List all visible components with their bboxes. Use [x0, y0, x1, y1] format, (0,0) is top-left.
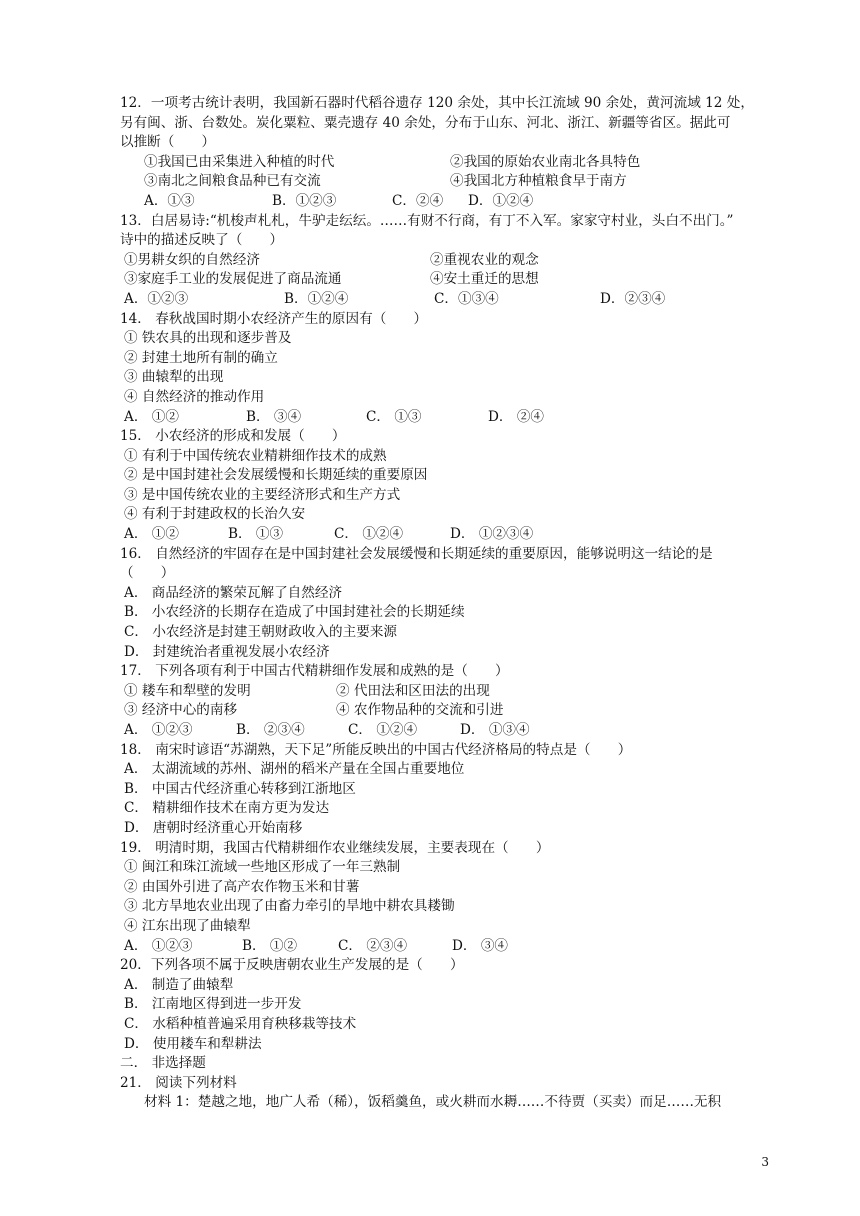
q13-stem-line-2: 诗中的描述反映了（ ） [120, 232, 284, 249]
q20-choice-d[interactable]: D． 使用耧车和犁耕法 [124, 1035, 262, 1052]
q15-option-1: ① 有利于中国传统农业精耕细作技术的成熟 [124, 447, 387, 464]
q12-choice-c[interactable]: C．②④ [392, 192, 444, 209]
q12-option-4: ④我国北方种植粮食早于南方 [450, 173, 627, 190]
q15-stem: 15． 小农经济的形成和发展（ ） [120, 428, 346, 445]
q20-choice-c[interactable]: C． 水稻种植普遍采用育秧移栽等技术 [124, 1015, 357, 1032]
q16-stem-line-2: （ ） [120, 565, 175, 582]
q17-option-1: ① 耧车和犁壁的发明 [124, 682, 251, 699]
q18-stem: 18． 南宋时谚语“苏湖熟，天下足”所能反映出的中国古代经济格局的特点是（ ） [120, 741, 632, 758]
q15-choice-b[interactable]: B． ①③ [228, 526, 284, 543]
q15-option-2: ② 是中国封建社会发展缓慢和长期延续的重要原因 [124, 467, 428, 484]
q19-stem: 19． 明清时期，我国古代精耕细作农业继续发展，主要表现在（ ） [120, 839, 550, 856]
q13-option-4: ④安土重迁的思想 [430, 271, 539, 288]
q21-material-1: 材料 1：楚越之地，地广人希（稀），饭稻羹鱼，或火耕而水耨……不待贾（买卖）而足……无积 [144, 1094, 722, 1111]
q17-option-2: ② 代田法和区田法的出现 [336, 682, 490, 699]
q13-choice-a[interactable]: A．①②③ [124, 290, 189, 307]
q13-options-row-2 [120, 270, 760, 290]
q15-choices [120, 525, 760, 545]
q12-option-2: ②我国的原始农业南北各具特色 [450, 153, 641, 170]
q17-options-row-1 [120, 682, 760, 702]
q15-choice-d[interactable]: D． ①②③④ [450, 526, 534, 543]
q18-choice-b-text: B． 中国古代经济重心转移到江浙地区 [124, 780, 356, 797]
q17-choice-c[interactable]: C． ①②④ [348, 722, 418, 738]
q13-choice-c[interactable]: C．①③④ [434, 290, 499, 307]
q12-choice-b[interactable]: B．①②③ [272, 192, 337, 209]
q12-stem-line-2: 另有闽、浙、台数处。炭化粟粒、粟壳遗存 40 余处，分布于山东、河北、浙江、新疆等省区。据此可 [120, 114, 731, 131]
q14-option-4: ④ 自然经济的推动作用 [124, 388, 265, 405]
q14-choice-b[interactable]: B． ③④ [246, 408, 302, 425]
q19-choice-a[interactable]: A． ①②③ [124, 937, 193, 954]
q19-option-3: ③ 北方旱地农业出现了由畜力牵引的旱地中耕农具耧锄 [124, 898, 455, 915]
q15-choice-a[interactable]: A． ①② [124, 526, 179, 543]
q17-choices [120, 721, 760, 741]
q13-option-2: ②重视农业的观念 [430, 251, 539, 268]
q12-stem-line-1: 12．一项考古统计表明，我国新石器时代稻谷遗存 120 余处，其中长江流域 90 余处，黄河流域 12 处， [120, 95, 754, 111]
q17-option-4: ④ 农作物品种的交流和引进 [336, 702, 504, 719]
q14-choices [120, 408, 760, 428]
q16-choice-a[interactable]: A． 商品经济的繁荣瓦解了自然经济 [124, 584, 343, 601]
q15-option-4: ④ 有利于封建政权的长治久安 [124, 506, 306, 523]
q12-option-3: ③南北之间粮食品种已有交流 [144, 173, 321, 190]
q12-option-1: ①我国已由采集进入种植的时代 [144, 153, 335, 170]
q18-choice-a[interactable]: A． 太湖流域的苏州、湖州的稻米产量在全国占重要地位 [124, 761, 465, 778]
section-2-heading: 二． 非选择题 [120, 1055, 206, 1072]
q17-stem: 17． 下列各项有利于中国古代精耕细作发展和成熟的是（ ） [120, 663, 509, 680]
q12-choice-a[interactable]: A．①③ [144, 192, 195, 209]
q12-choice-d[interactable]: D．①②④ [468, 192, 534, 209]
q14-option-1: ① 铁农具的出现和逐步普及 [124, 330, 292, 347]
q13-option-1: ①男耕女织的自然经济 [124, 251, 260, 268]
q20-choice-b[interactable]: B． 江南地区得到进一步开发 [124, 996, 302, 1013]
q19-choice-b[interactable]: B． ①② [242, 937, 298, 954]
q21-stem: 21． 阅读下列材料 [120, 1074, 237, 1091]
q12-options-row-1 [120, 153, 760, 173]
q19-option-4: ④ 江东出现了曲辕犁 [124, 917, 251, 934]
q17-option-3: ③ 经济中心的南移 [124, 702, 238, 719]
q19-choices [120, 937, 760, 957]
q16-choice-c[interactable]: C． 小农经济是封建王朝财政收入的主要来源 [124, 624, 398, 641]
q12-options-row-2 [120, 172, 760, 192]
q17-choice-a[interactable]: A． ①②③ [124, 722, 193, 738]
q13-choice-d[interactable]: D．②③④ [600, 290, 666, 307]
q17-choice-d[interactable]: D． ①③④ [460, 722, 530, 738]
q14-choice-d[interactable]: D． ②④ [488, 408, 545, 425]
q18-choice-c[interactable]: C． 精耕细作技术在南方更为发达 [124, 800, 330, 817]
q18-choice-b[interactable] [120, 780, 760, 800]
q12-stem-line-3: 以推断（ ） [120, 134, 216, 151]
q20-stem: 20．下列各项不属于反映唐朝农业生产发展的是（ ） [120, 957, 464, 974]
q15-option-3: ③ 是中国传统农业的主要经济形式和生产方式 [124, 486, 401, 503]
q16-choice-d[interactable]: D． 封建统治者重视发展小农经济 [124, 643, 330, 660]
q13-choices [120, 290, 760, 310]
q18-choice-d[interactable]: D． 唐朝时经济重心开始南移 [124, 819, 303, 836]
page-number: 3 [761, 1155, 769, 1169]
q14-choice-a[interactable]: A． ①② [124, 408, 179, 425]
q17-options-row-2 [120, 701, 760, 721]
q16-stem-line-1: 16． 自然经济的牢固存在是中国封建社会发展缓慢和长期延续的重要原因，能够说明这一结论的是 [120, 545, 713, 562]
q13-stem-line-1: 13．白居易诗:“机梭声札札，牛驴走纭纭。……有财不行商，有丁不入军。家家守村业，头白不出门。” [120, 212, 734, 229]
q19-option-1: ① 闽江和珠江流域一些地区形成了一年三熟制 [124, 859, 401, 876]
q19-choice-c[interactable]: C． ②③④ [338, 937, 408, 954]
q19-choice-d[interactable]: D． ③④ [452, 937, 509, 954]
q13-option-3: ③家庭手工业的发展促进了商品流通 [124, 271, 342, 288]
q17-choice-b[interactable]: B． ②③④ [236, 722, 305, 738]
q14-option-3: ③ 曲辕犁的出现 [124, 369, 224, 386]
q19-option-2: ② 由国外引进了高产农作物玉米和甘薯 [124, 878, 360, 895]
q12-choices [120, 192, 760, 212]
q14-option-2: ② 封建土地所有制的确立 [124, 349, 278, 366]
q14-stem: 14． 春秋战国时期小农经济产生的原因有（ ） [120, 310, 428, 327]
q15-choice-c[interactable]: C． ①②④ [334, 526, 404, 543]
q14-choice-c[interactable]: C． ①③ [366, 408, 422, 425]
q20-choice-a[interactable]: A． 制造了曲辕犁 [124, 976, 234, 993]
q13-choice-b[interactable]: B．①②④ [284, 290, 349, 307]
q13-options-row-1 [120, 251, 760, 271]
q16-choice-b[interactable]: B． 小农经济的长期存在造成了中国封建社会的长期延续 [124, 604, 465, 621]
